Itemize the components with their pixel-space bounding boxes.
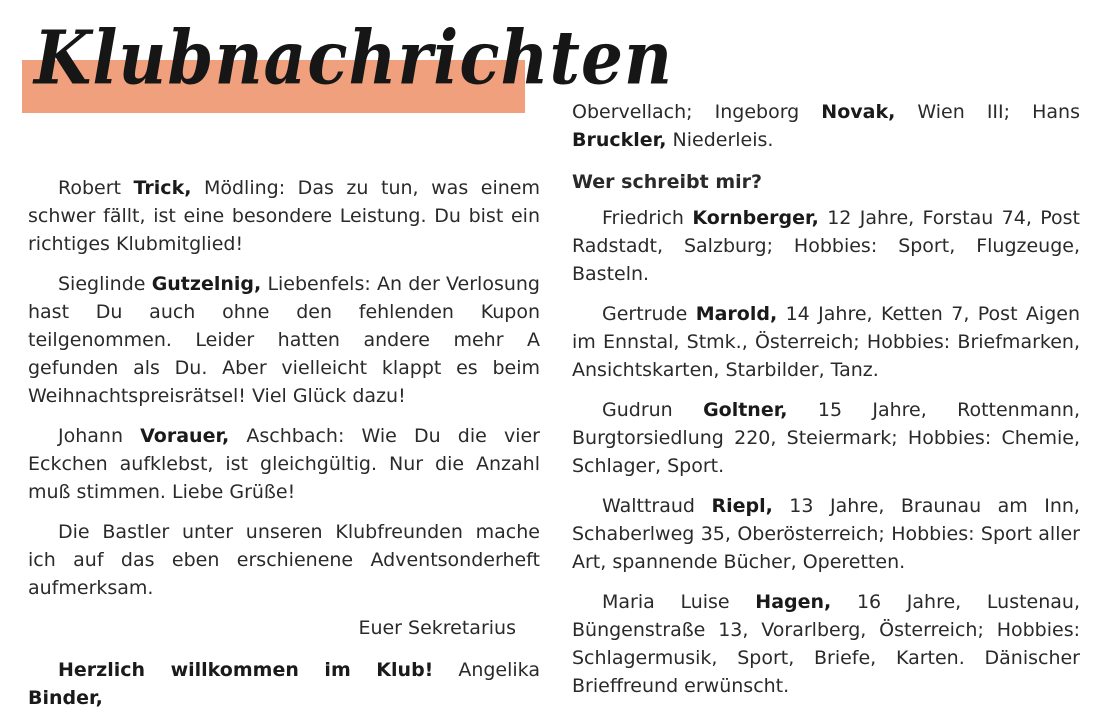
surname: Vorauer,	[140, 425, 230, 447]
surname: Kornberger,	[692, 207, 819, 229]
entry-text: 13 Jahre, Braunau am Inn, Schaberlweg 35, Oberösterreich; Hobbies: Sport aller Art, spannende Bücher, Operetten.	[572, 495, 1080, 573]
letter-paragraph	[28, 174, 540, 258]
first-name: Gudrun	[602, 399, 704, 421]
penpal-entry	[572, 204, 1080, 288]
surname: Riepl,	[711, 495, 773, 517]
welcome-continuation	[572, 98, 1080, 154]
first-name: Walttraud	[602, 495, 712, 517]
paragraph-text: Aschbach: Wie Du die vier Eckchen aufklebst, ist gleichgültig. Nur die Anzahl muß stimmen. Liebe Grüße!	[28, 425, 540, 503]
surname: Goltner,	[703, 399, 788, 421]
surname: Bruckler,	[572, 129, 667, 151]
continuation-text: Obervellach; Ingeborg	[572, 101, 822, 123]
paragraph-text: Liebenfels: An der Verlosung hast Du auch ohne den fehlenden Kupon teilgenommen. Leider hatten andere mehr A gefunden als Du. Aber vielleicht klappt es beim Weihnachtspreisrätsel! Viel Glück dazu!	[28, 273, 540, 407]
signature: Euer Sekretarius	[358, 617, 516, 639]
surname: Gutzelnig,	[151, 273, 262, 295]
welcome-heading: Herzlich willkommen im Klub!	[58, 659, 434, 681]
left-column	[28, 174, 540, 724]
surname: Marold,	[695, 303, 778, 325]
first-name: Sieglinde	[58, 273, 146, 295]
first-name: Maria Luise	[602, 591, 756, 613]
first-name: Gertrude	[602, 303, 696, 325]
surname: Trick,	[133, 177, 192, 199]
entry-text: 14 Jahre, Ketten 7, Post Aigen im Ennstal, Stmk., Österreich; Hobbies: Briefmarken, Ansichtskarten, Starbilder, Tanz.	[572, 303, 1080, 381]
continuation-text: Niederleis.	[666, 129, 774, 151]
welcome-first-name: Angelika	[433, 659, 540, 681]
penpal-entry	[572, 300, 1080, 384]
bastler-paragraph: Die Bastler unter unseren Klubfreunden mache ich auf das eben erschienene Adventsonderheft aufmerksam.	[28, 521, 540, 599]
entry-text: 16 Jahre, Lustenau, Büngenstraße 13, Vorarlberg, Österreich; Hobbies: Schlagermusik, Sport, Briefe, Karten. Dänischer Brieffreund erwünscht.	[572, 591, 1080, 697]
first-name: Robert	[58, 177, 121, 199]
paragraph-text: Mödling: Das zu tun, was einem schwer fällt, ist eine besondere Leistung. Du bist ein richtiges Klubmitglied!	[28, 177, 540, 255]
section-heading: Wer schreibt mir?	[572, 171, 763, 193]
welcome-surname: Binder,	[28, 687, 103, 709]
penpal-entry	[572, 588, 1080, 700]
continuation-text: Wien III; Hans	[895, 101, 1080, 123]
penpal-entry	[572, 396, 1080, 480]
welcome-paragraph	[28, 656, 540, 712]
letter-paragraph	[28, 270, 540, 410]
right-column	[572, 98, 1080, 712]
first-name: Friedrich	[602, 207, 693, 229]
surname: Hagen,	[755, 591, 832, 613]
penpal-entry	[572, 492, 1080, 576]
entry-text: 12 Jahre, Forstau 74, Post Radstadt, Salzburg; Hobbies: Sport, Flugzeuge, Basteln.	[572, 207, 1080, 285]
letter-paragraph	[28, 422, 540, 506]
page-title: Klubnachrichten	[34, 14, 673, 102]
entry-text: 15 Jahre, Rottenmann, Burgtorsiedlung 220, Steiermark; Hobbies: Chemie, Schlager, Sport.	[572, 399, 1080, 477]
surname: Novak,	[821, 101, 896, 123]
first-name: Johann	[58, 425, 123, 447]
